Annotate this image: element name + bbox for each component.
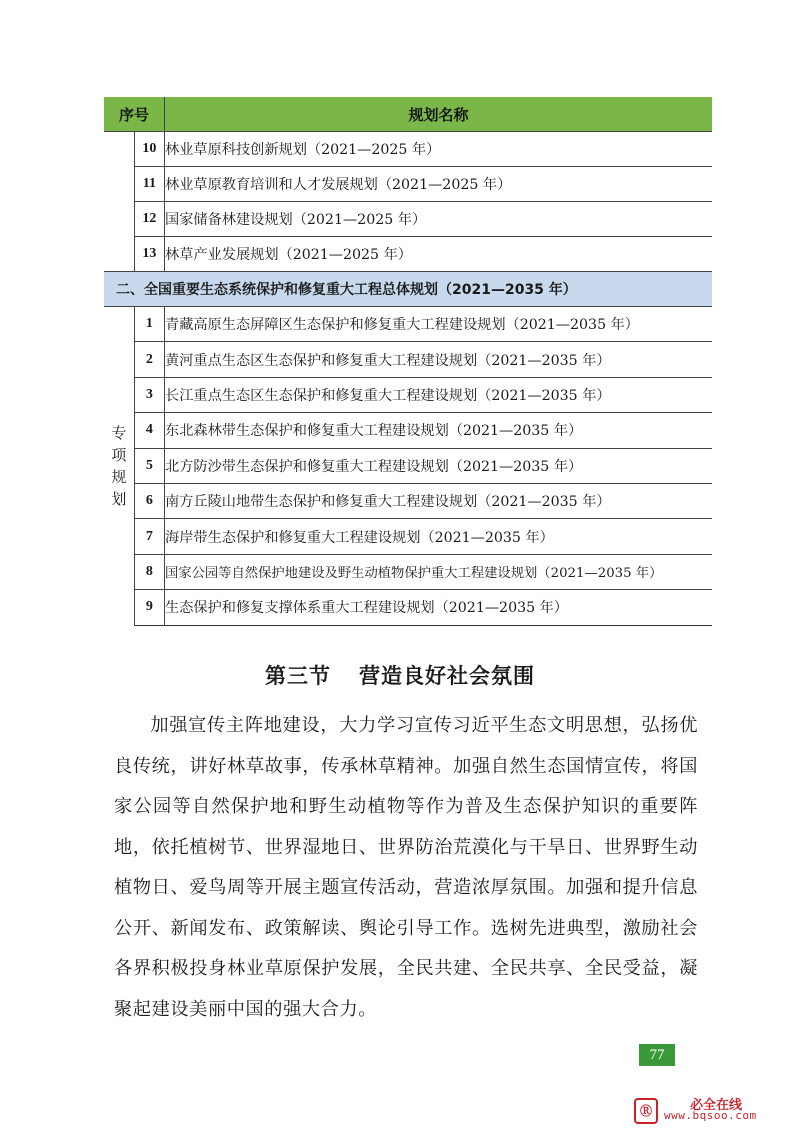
header-name: 规划名称: [165, 97, 713, 132]
plan-table: [104, 97, 712, 626]
row-number: 8: [134, 554, 164, 589]
table-row: [104, 307, 712, 342]
row-number: 9: [134, 590, 164, 625]
table-row: [104, 483, 712, 518]
row-number: 13: [134, 237, 164, 272]
table-row: [104, 590, 712, 625]
row-name: 林草产业发展规划（2021—2025 年）: [165, 237, 713, 272]
row-name: 林业草原科技创新规划（2021—2025 年）: [165, 132, 713, 167]
table-row: [104, 554, 712, 589]
row-number: 3: [134, 377, 164, 412]
table-row: [104, 237, 712, 272]
row-name: 黄河重点生态区生态保护和修复重大工程建设规划（2021—2035 年）: [165, 342, 713, 377]
table-row: [104, 342, 712, 377]
row-number: 4: [134, 413, 164, 448]
row-name: 东北森林带生态保护和修复重大工程建设规划（2021—2035 年）: [165, 413, 713, 448]
section-number: 第三节: [265, 664, 331, 688]
row-number: 2: [134, 342, 164, 377]
table-header-row: [104, 97, 712, 132]
row-number: 10: [134, 132, 164, 167]
table-row: [104, 519, 712, 554]
row-number: 6: [134, 483, 164, 518]
row-name: 国家公园等自然保护地建设及野生动植物保护重大工程建设规划（2021—2035 年）: [165, 554, 713, 589]
section-title: [0, 660, 800, 690]
row-number: 1: [134, 307, 164, 342]
row-name: 生态保护和修复支撑体系重大工程建设规划（2021—2035 年）: [165, 590, 713, 625]
watermark-url: www.bqsoo.com: [664, 1109, 757, 1122]
section-header-text: 二、全国重要生态系统保护和修复重大工程总体规划（2021—2035 年）: [104, 272, 712, 307]
row-number: 7: [134, 519, 164, 554]
row-name: 北方防沙带生态保护和修复重大工程建设规划（2021—2035 年）: [165, 448, 713, 483]
group-label: 专项规划: [111, 424, 127, 508]
row-number: 5: [134, 448, 164, 483]
table-row: [104, 413, 712, 448]
header-seq: 序号: [104, 97, 165, 132]
page-number: 77: [639, 1044, 675, 1066]
row-name: 青藏高原生态屏障区生态保护和修复重大工程建设规划（2021—2035 年）: [165, 307, 713, 342]
row-name: 林业草原教育培训和人才发展规划（2021—2025 年）: [165, 167, 713, 202]
body-paragraph: 加强宣传主阵地建设，大力学习宣传习近平生态文明思想，弘扬优良传统，讲好林草故事，传承林草精神。加强自然生态国情宣传，将国家公园等自然保护地和野生动植物等作为普及生态保护知识的重要阵地，依托植树节、世界湿地日、世界防治荒漠化与干旱日、世界野生动植物日、爱鸟周等开展主题宣传活动，营造浓厚氛围。加强和提升信息公开、新闻发布、政策解读、舆论引导工作。选树先进典型，激励社会各界积极投身林业草原保护发展，全民共建、全民共享、全民受益，凝聚起建设美丽中国的强大合力。: [114, 715, 698, 1020]
table-row: [104, 132, 712, 167]
row-name: 长江重点生态区生态保护和修复重大工程建设规划（2021—2035 年）: [165, 377, 713, 412]
watermark-logo-icon: Ⓡ: [634, 1098, 658, 1124]
row-name: 国家储备林建设规划（2021—2025 年）: [165, 202, 713, 237]
section-header-row: [104, 272, 712, 307]
table-row: [104, 167, 712, 202]
row-number: 11: [134, 167, 164, 202]
row-number: 12: [134, 202, 164, 237]
group-cell-empty: [104, 132, 134, 272]
table-row: [104, 202, 712, 237]
row-name: 海岸带生态保护和修复重大工程建设规划（2021—2035 年）: [165, 519, 713, 554]
table-row: [104, 377, 712, 412]
watermark: [634, 1094, 784, 1124]
watermark-name: 必全在线: [690, 1098, 743, 1113]
row-name: 南方丘陵山地带生态保护和修复重大工程建设规划（2021—2035 年）: [165, 483, 713, 518]
table-row: [104, 448, 712, 483]
group-label-cell: [104, 307, 134, 626]
section-heading: 营造良好社会氛围: [359, 664, 535, 688]
